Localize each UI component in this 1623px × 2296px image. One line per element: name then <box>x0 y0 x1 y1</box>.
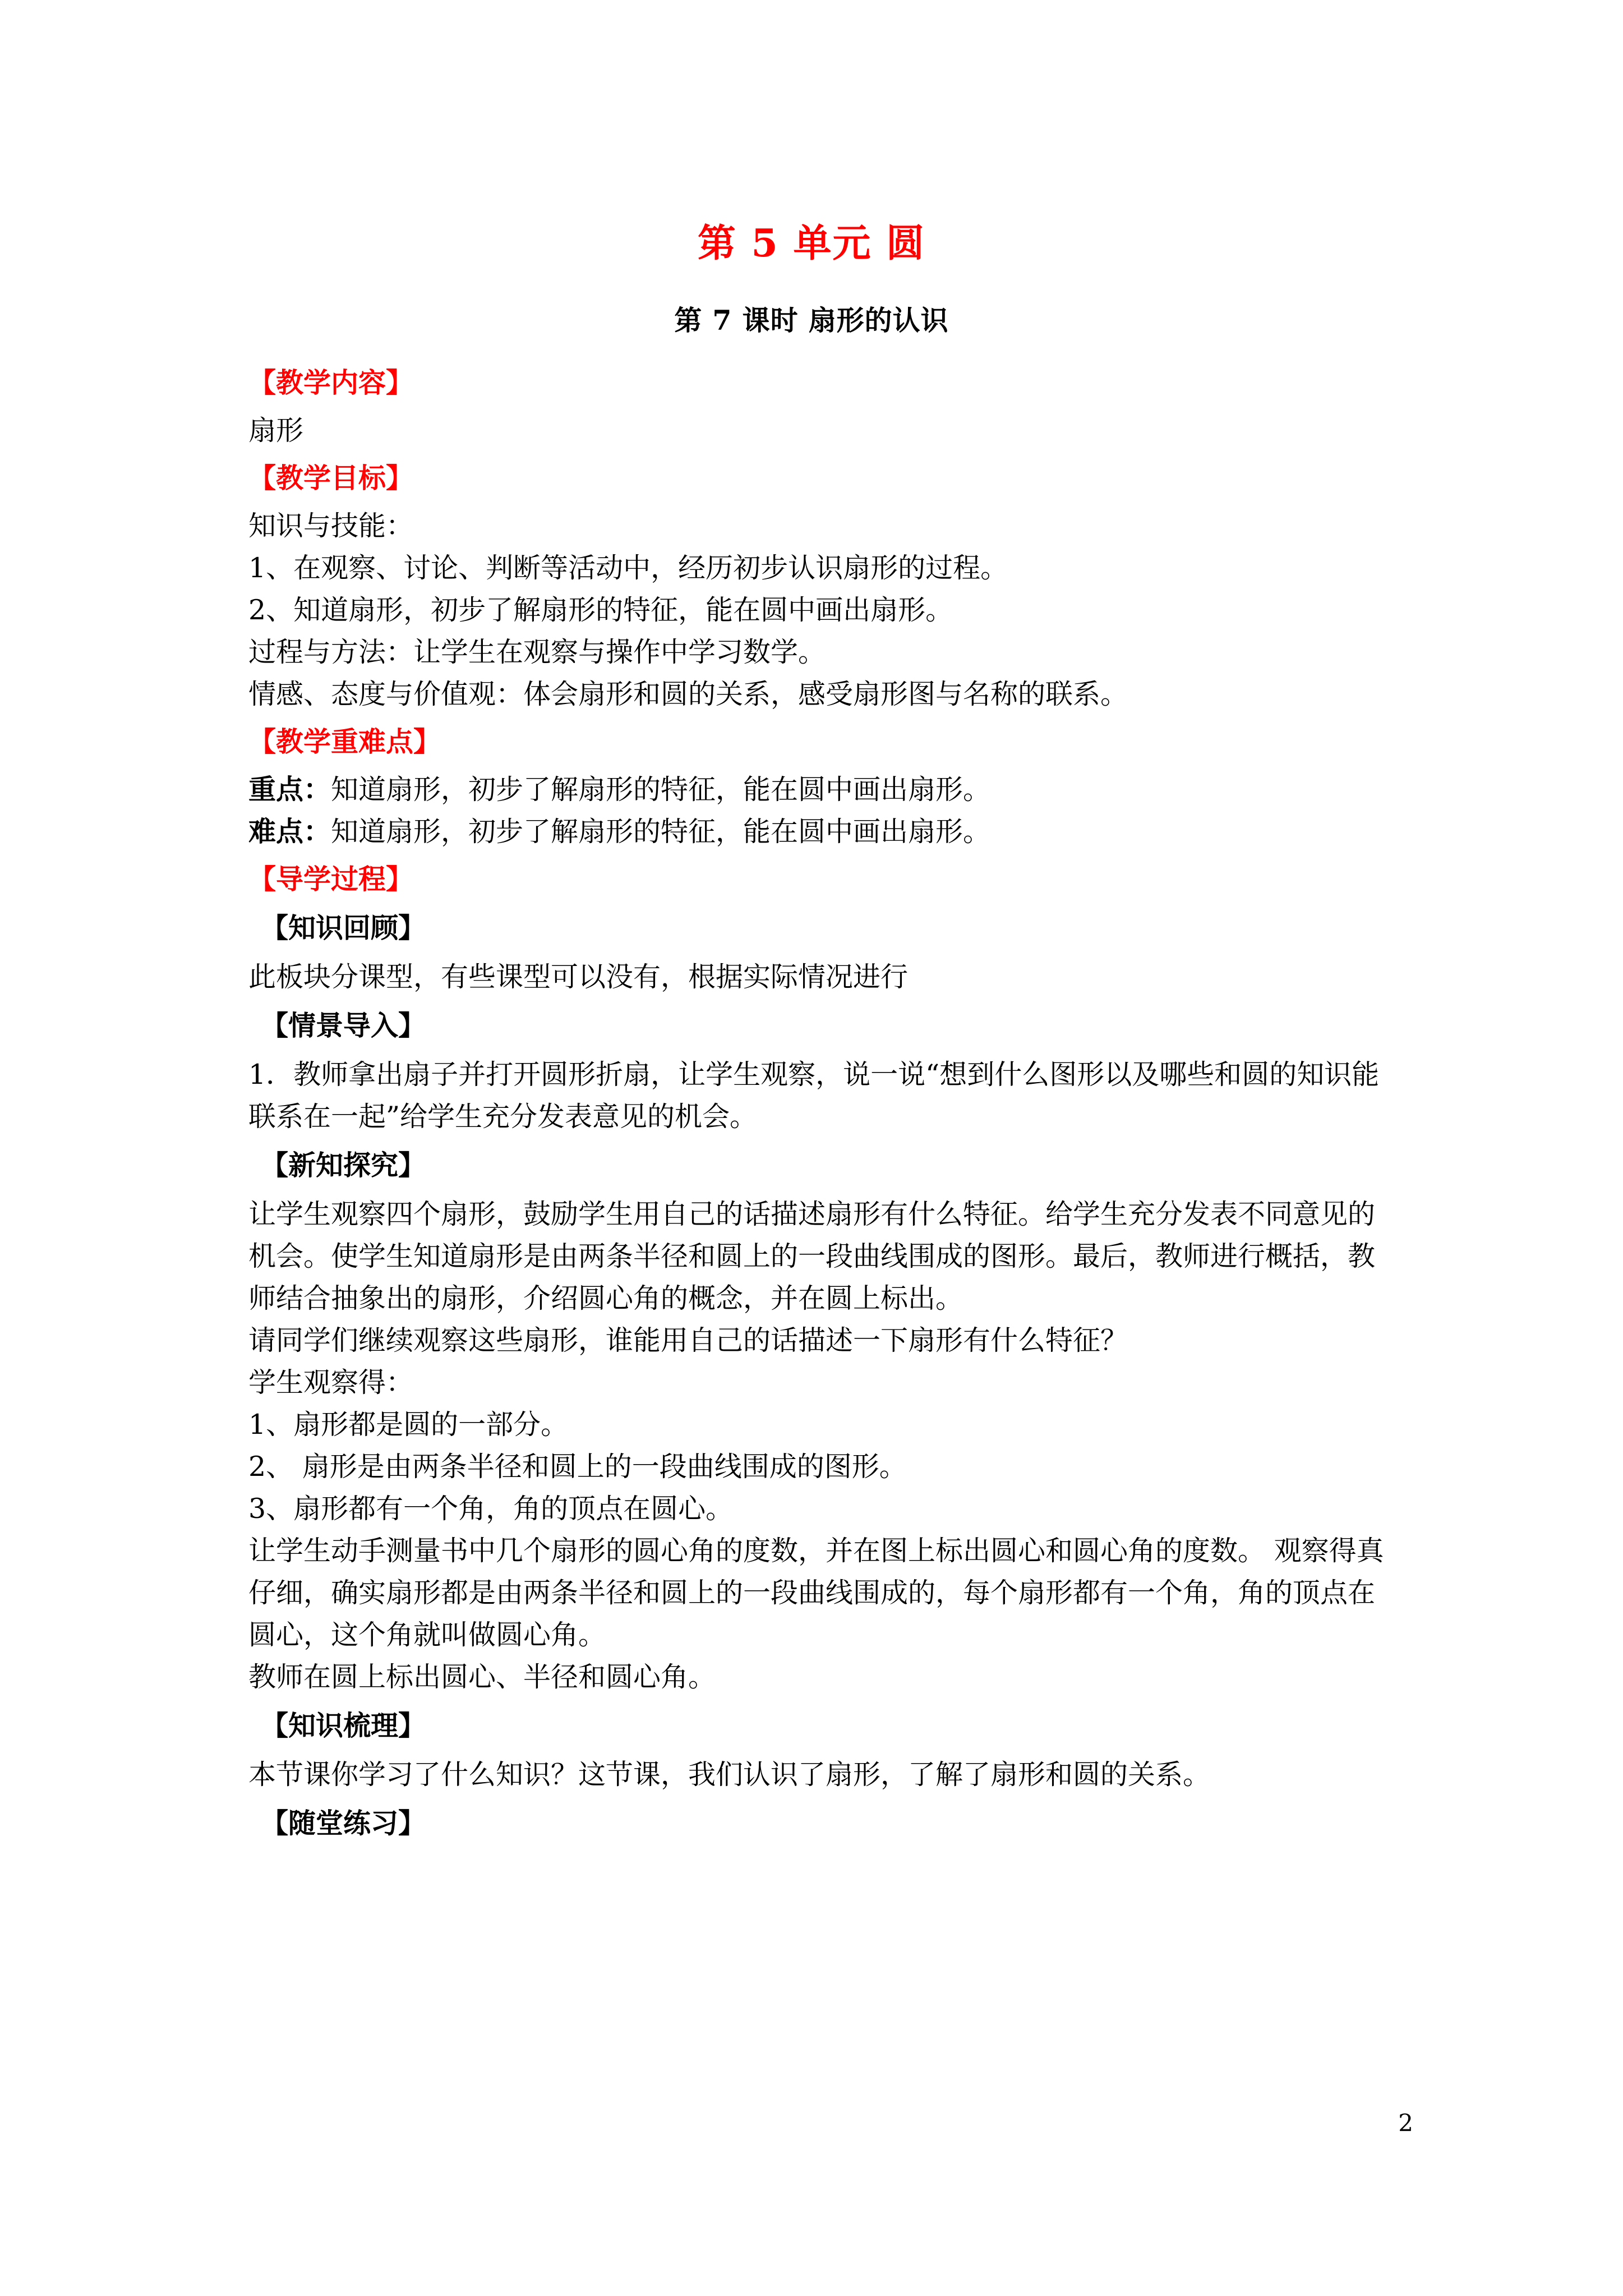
difficult-point-line <box>248 811 1393 853</box>
goal-line: 2、知道扇形，初步了解扇形的特征，能在圆中画出扇形。 <box>248 594 953 626</box>
explore-line: 学生观察得： <box>248 1366 414 1398</box>
summary-text: 本节课你学习了什么知识？这节课，我们认识了扇形，了解了扇形和圆的关系。 <box>248 1759 1211 1791</box>
lesson-title: 第 7 课时 扇形的认识 <box>674 304 949 337</box>
subsection-header-intro: 【情景导入】 <box>261 1009 426 1042</box>
goal-line: 1、在观察、讨论、判断等活动中，经历初步认识扇形的过程。 <box>248 552 1008 584</box>
key-point-line <box>248 769 1393 811</box>
explore-line: 1、扇形都是圆的一部分。 <box>248 1409 569 1441</box>
content-text: 扇形 <box>248 415 304 447</box>
key-point-text: 知道扇形，初步了解扇形的特征，能在圆中画出扇形。 <box>331 774 991 806</box>
subsection-header-review: 【知识回顾】 <box>261 912 426 944</box>
review-text: 此板块分课型，有些课型可以没有，根据实际情况进行 <box>248 961 909 993</box>
explore-line: 3、扇形都有一个角，角的顶点在圆心。 <box>248 1493 734 1525</box>
section-header-goals: 【教学目标】 <box>248 462 414 494</box>
page-number: 2 <box>1398 2109 1413 2137</box>
goal-line: 过程与方法：让学生在观察与操作中学习数学。 <box>248 636 826 668</box>
section-header-content: 【教学内容】 <box>248 366 414 399</box>
explore-line: 请同学们继续观察这些扇形，谁能用自己的话描述一下扇形有什么特征？ <box>248 1324 1128 1356</box>
section-header-process: 【导学过程】 <box>248 863 414 895</box>
subsection-header-explore: 【新知探究】 <box>261 1149 426 1181</box>
key-point-label: 重点： <box>248 773 331 806</box>
section-header-key-points: 【教学重难点】 <box>248 725 441 758</box>
explore-paragraph: 让学生动手测量书中几个扇形的圆心角的度数，并在图上标出圆心和圆心角的度数。 观察得真仔细，确实扇形都是由两条半径和圆上的一段曲线围成的，每个扇形都有一个角，角的顶点在圆心，这个角就叫做圆心角。 <box>248 1535 1384 1651</box>
intro-text: 1．教师拿出扇子并打开圆形折扇，让学生观察，说一说“想到什么图形以及哪些和圆的知识能联系在一起”给学生充分发表意见的机会。 <box>248 1059 1380 1133</box>
goal-line: 情感、态度与价值观：体会扇形和圆的关系，感受扇形图与名称的联系。 <box>248 678 1128 710</box>
goal-line: 知识与技能： <box>248 510 414 542</box>
subsection-header-practice: 【随堂练习】 <box>261 1807 426 1839</box>
subsection-header-summary: 【知识梳理】 <box>261 1709 426 1742</box>
explore-paragraph: 让学生观察四个扇形，鼓励学生用自己的话描述扇形有什么特征。给学生充分发表不同意见的机会。使学生知道扇形是由两条半径和圆上的一段曲线围成的图形。最后，教师进行概括，教师结合抽象出的扇形，介绍圆心角的概念，并在圆上标出。 <box>248 1198 1376 1314</box>
difficult-point-label: 难点： <box>248 815 331 848</box>
explore-line: 2、 扇形是由两条半径和圆上的一段曲线围成的图形。 <box>248 1451 907 1483</box>
explore-paragraph: 教师在圆上标出圆心、半径和圆心角。 <box>248 1661 716 1693</box>
document-body <box>248 356 1393 1851</box>
difficult-point-text: 知道扇形，初步了解扇形的特征，能在圆中画出扇形。 <box>331 816 991 848</box>
unit-title: 第 5 单元 圆 <box>697 221 926 266</box>
